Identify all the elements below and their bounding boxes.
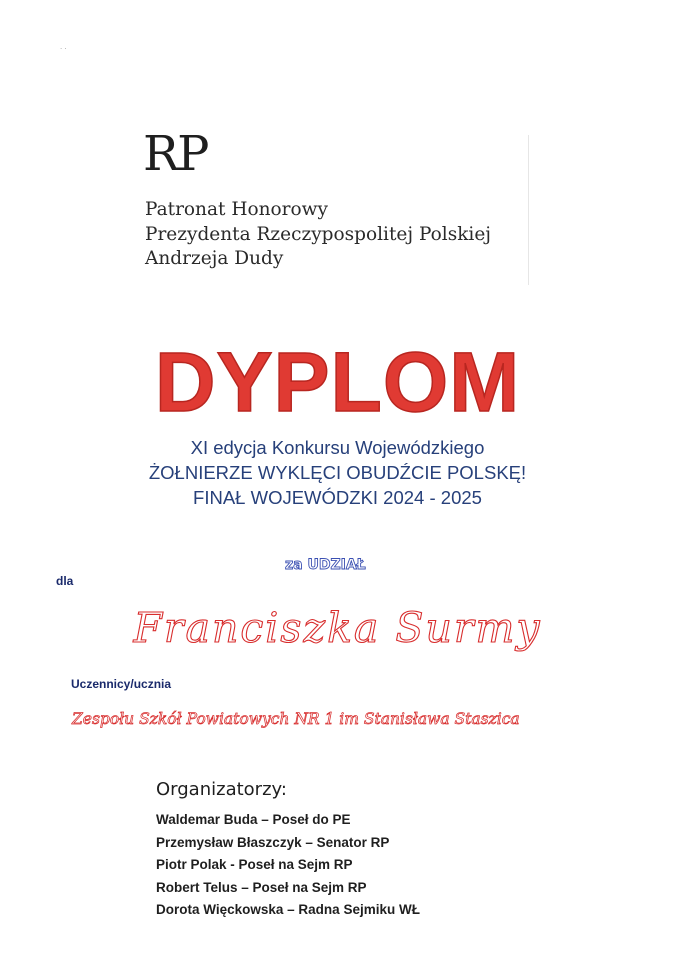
contest-edition: XI edycja Konkursu Wojewódzkiego [190,437,485,458]
organizer-item: Przemysław Błaszczyk – Senator RP [156,834,390,850]
patronage-line: Andrzeja Dudy [145,248,284,269]
school-name: Zespołu Szkół Powiatowych NR 1 im Stanisława Staszica [72,710,520,728]
for-label: dla [56,574,74,588]
patronage-block [145,198,491,272]
organizers-heading: Organizatorzy: [156,779,287,800]
student-label: Uczennicy/ucznia [71,677,172,691]
patronage-line: Prezydenta Rzeczypospolitej Polskiej [145,223,492,245]
diploma-title: DYPLOM [154,335,521,429]
organizer-item: Dorota Więckowska – Radna Sejmiku WŁ [156,902,420,917]
contest-final: FINAŁ WOJEWÓDZKI 2024 - 2025 [193,487,482,508]
organizer-item: Piotr Polak - Poseł na Sejm RP [156,857,353,872]
organizers-list [156,809,420,922]
patronage-line: Patronat Honorowy [145,199,328,220]
logo-border-line [528,135,529,285]
contest-block [0,435,675,510]
organizer-item: Robert Telus – Poseł na Sejm RP [156,879,367,895]
scan-mark: ⋅ ⋅ [60,45,67,53]
organizer-item: Waldemar Buda – Poseł do PE [156,812,351,827]
contest-name: ŻOŁNIERZE WYKLĘCI OBUDŹCIE POLSKĘ! [148,462,527,483]
rp-logo: RP [143,126,208,182]
award-label: za UDZIAŁ [285,557,366,573]
recipient-name: Franciszka Surmy [133,604,542,652]
